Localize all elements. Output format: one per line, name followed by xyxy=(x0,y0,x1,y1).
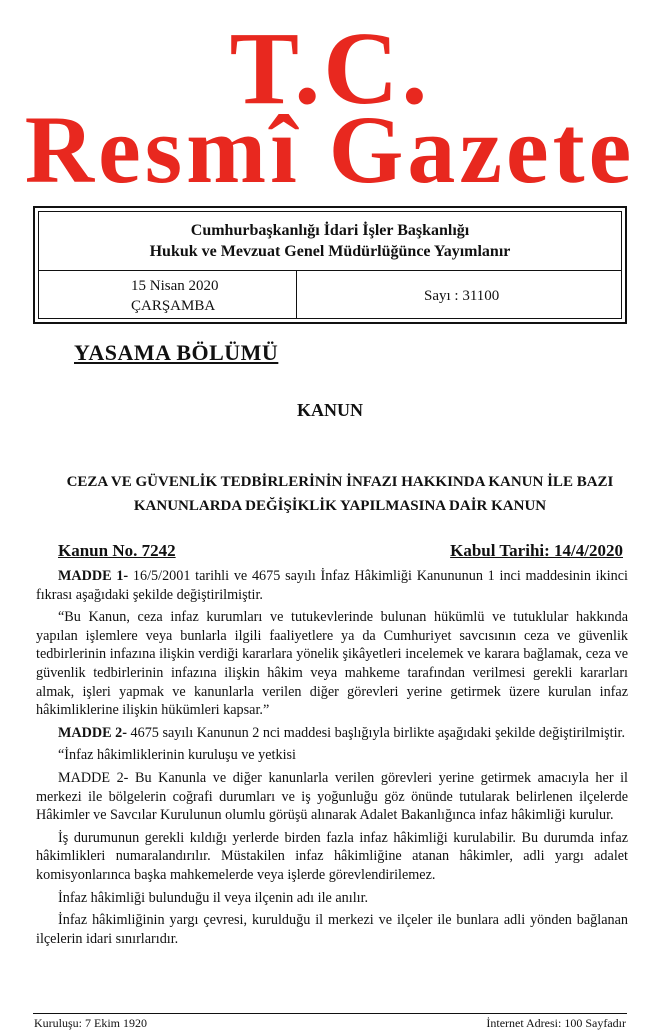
acceptance-date: Kabul Tarihi: 14/4/2020 xyxy=(450,541,623,560)
footer-divider xyxy=(33,1013,627,1014)
issue-info-inner xyxy=(38,211,622,319)
masthead-tc: T.C. xyxy=(229,11,431,126)
paragraph-text: “İnfaz hâkimliklerinin kuruluşu ve yetkisi xyxy=(58,747,296,764)
law-body xyxy=(36,567,628,952)
paragraph-text: İş durumunun gerekli kıldığı yerlerde birden fazla infaz hâkimliği kurulabilir. Bu durumda infaz hâkimlikleri numaralandırılır. Müstakilen infaz hâkimliğine atanan hâkimler, adli yargı adalet komisyonlarınca başka mahkemelerde veya işlerde görevlendirilemez. xyxy=(36,829,628,883)
paragraph xyxy=(36,911,628,948)
paragraph xyxy=(36,769,628,825)
issue-weekday: ÇARŞAMBA xyxy=(131,298,216,314)
issue-date-text: 15 Nisan 2020 xyxy=(131,278,219,294)
footer-right: İnternet Adresi: 100 Sayfadır xyxy=(486,1016,626,1030)
box-divider-vertical xyxy=(296,270,297,318)
paragraph xyxy=(36,567,628,604)
law-title xyxy=(60,470,620,518)
law-title-line-2: KANUNLARDA DEĞİŞİKLİK YAPILMASINA DAİR KANUN xyxy=(133,498,547,514)
issue-info-box xyxy=(33,206,627,324)
section-heading: YASAMA BÖLÜMÜ xyxy=(74,340,279,365)
paragraph-text: İnfaz hâkimliğinin yargı çevresi, kurulduğu il merkezi ve ilçeler ile bunlara adli yönden bağlanan ilçelerin idari sınırlarıdır. xyxy=(36,912,628,947)
law-number: Kanun No. 7242 xyxy=(58,541,176,560)
article-lead: MADDE 1- xyxy=(58,568,129,584)
article-lead: MADDE 2- xyxy=(58,724,127,741)
paragraph xyxy=(36,829,628,885)
issue-date xyxy=(131,276,219,316)
paragraph-text: “Bu Kanun, ceza infaz kurumları ve tutukevlerinde bulunan hükümlü ve tutuklular hakkında yapılan işlemlere veya bunlarla ilgili faaliyetlere ya da Cumhuriyet savcısının ceza ve güvenlik tedbirlerinin infazına ilişkin verdiği kararlara yönelik şikâyetleri incelemek ve karara bağlamak, ceza ve güvenlik tedbirlerinin infazına ilişkin hâkim veya mahkeme tarafından verilmesi gerekli kararları almak, işleri yapmak ve kanunlarla verilen diğer görevleri yerine getirmek üzere kurulan infaz hâkimliklerine ilişkin hükümleri kapsar.” xyxy=(36,609,628,719)
paragraph xyxy=(36,724,628,743)
paragraph-text: 4675 sayılı Kanunun 2 nci maddesi başlığıyla birlikte aşağıdaki şekilde değiştirilmiştir. xyxy=(126,724,626,741)
publisher xyxy=(39,220,621,262)
paragraph-text: MADDE 2- Bu Kanunla ve diğer kanunlarla verilen görevleri yerine getirmek amacıyla her il merkezi ile bölgelerin coğrafi durumları ve iş yoğunluğu göz önünde tutularak belirlenen ilçelerde Hâkimler ve Savcılar Kurulunun olumlu görüşü alınarak Adalet Bakanlığınca infaz hâkimliği kurulur. xyxy=(36,769,628,824)
publisher-line-2: Hukuk ve Mevzuat Genel Müdürlüğünce Yayımlanır xyxy=(149,243,511,260)
issue-number: Sayı : 31100 xyxy=(424,288,500,304)
paragraph xyxy=(36,608,628,720)
paragraph xyxy=(36,746,628,765)
publisher-line-1: Cumhurbaşkanlığı İdari İşler Başkanlığı xyxy=(190,222,470,239)
box-divider-horizontal xyxy=(39,270,621,271)
law-title-line-1: CEZA VE GÜVENLİK TEDBİRLERİNİN İNFAZI HAKKINDA KANUN İLE BAZI xyxy=(66,474,614,490)
masthead-title: Resmî Gazete xyxy=(24,96,636,203)
document-type: KANUN xyxy=(297,400,363,420)
paragraph xyxy=(36,889,628,908)
paragraph-text: 16/5/2001 tarihli ve 4675 sayılı İnfaz Hâkimliği Kanununun 1 inci maddesinin ikinci fıkrası aşağıdaki şekilde değiştirilmiştir. xyxy=(36,568,628,603)
paragraph-text: İnfaz hâkimliği bulunduğu il veya ilçenin adı ile anılır. xyxy=(58,889,369,906)
footer-left: Kuruluşu: 7 Ekim 1920 xyxy=(34,1016,147,1030)
